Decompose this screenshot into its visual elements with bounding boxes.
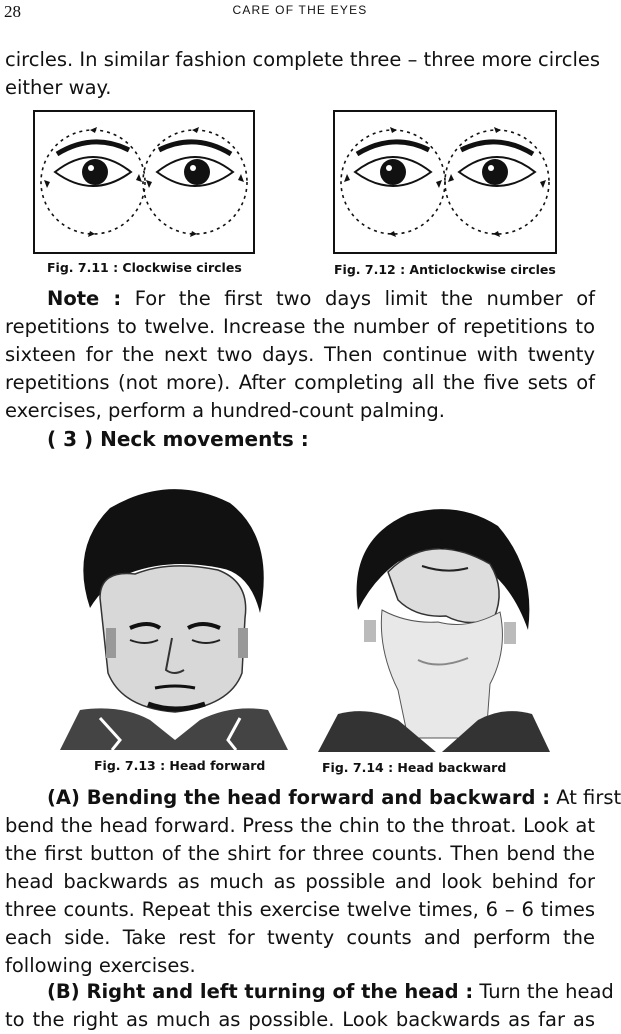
eye-circles-illustration: [35, 112, 253, 252]
section-heading: ( 3 ) Neck movements :: [47, 427, 309, 451]
head-backward-photo: [318, 500, 550, 752]
text-line: three counts. Repeat this exercise twelve times, 6 – 6 times: [5, 898, 595, 921]
exercise-a-heading: (A) Bending the head forward and backward :: [47, 786, 550, 809]
text-line: bend the head forward. Press the chin to the throat. Look at: [5, 814, 595, 837]
exercise-b-heading: (B) Right and left turning of the head :: [47, 980, 474, 1003]
text-line: either way.: [5, 76, 112, 99]
figure-anticlockwise-circles: [333, 110, 557, 254]
text-line: head backwards as much as possible and look behind for: [5, 870, 595, 893]
head-forward-photo: [60, 478, 288, 750]
text-line: repetitions to twelve. Increase the number of repetitions to: [5, 315, 595, 338]
text-line: (B) Right and left turning of the head : Turn the head: [47, 980, 614, 1003]
text-line: (A) Bending the head forward and backward : At first: [47, 786, 621, 809]
page-number: 28: [4, 2, 21, 21]
figure-caption: Fig. 7.13 : Head forward: [94, 758, 266, 773]
eye-circles-illustration: [335, 112, 555, 252]
text-line: to the right as much as possible. Look backwards as far as: [5, 1008, 595, 1031]
note-paragraph: [5, 285, 595, 425]
text-line: sixteen for the next two days. Then continue with twenty: [5, 343, 595, 366]
text-line: following exercises.: [5, 954, 196, 977]
text-line: each side. Take rest for twenty counts and perform the: [5, 926, 595, 949]
intro-paragraph: [5, 46, 601, 102]
note-label: Note :: [47, 287, 122, 310]
text-line: the first button of the shirt for three counts. Then bend the: [5, 842, 595, 865]
figure-caption: Fig. 7.14 : Head backward: [322, 760, 507, 775]
text-line: Note : For the first two days limit the number of: [47, 287, 595, 310]
photo-head-backward: [318, 500, 550, 752]
text-line: circles. In similar fashion complete three – three more circles: [5, 48, 601, 71]
text-line: repetitions (not more). After completing all the five sets of: [5, 371, 595, 394]
exercise-b-paragraph: [5, 978, 614, 1034]
text-line: exercises, perform a hundred-count palming.: [5, 399, 445, 422]
figure-caption: Fig. 7.11 : Clockwise circles: [47, 260, 242, 275]
exercise-a-paragraph: [5, 784, 621, 980]
figure-clockwise-circles: [33, 110, 255, 254]
figure-caption: Fig. 7.12 : Anticlockwise circles: [334, 262, 556, 277]
running-title: CARE OF THE EYES: [232, 3, 368, 17]
photo-head-forward: [60, 478, 288, 750]
